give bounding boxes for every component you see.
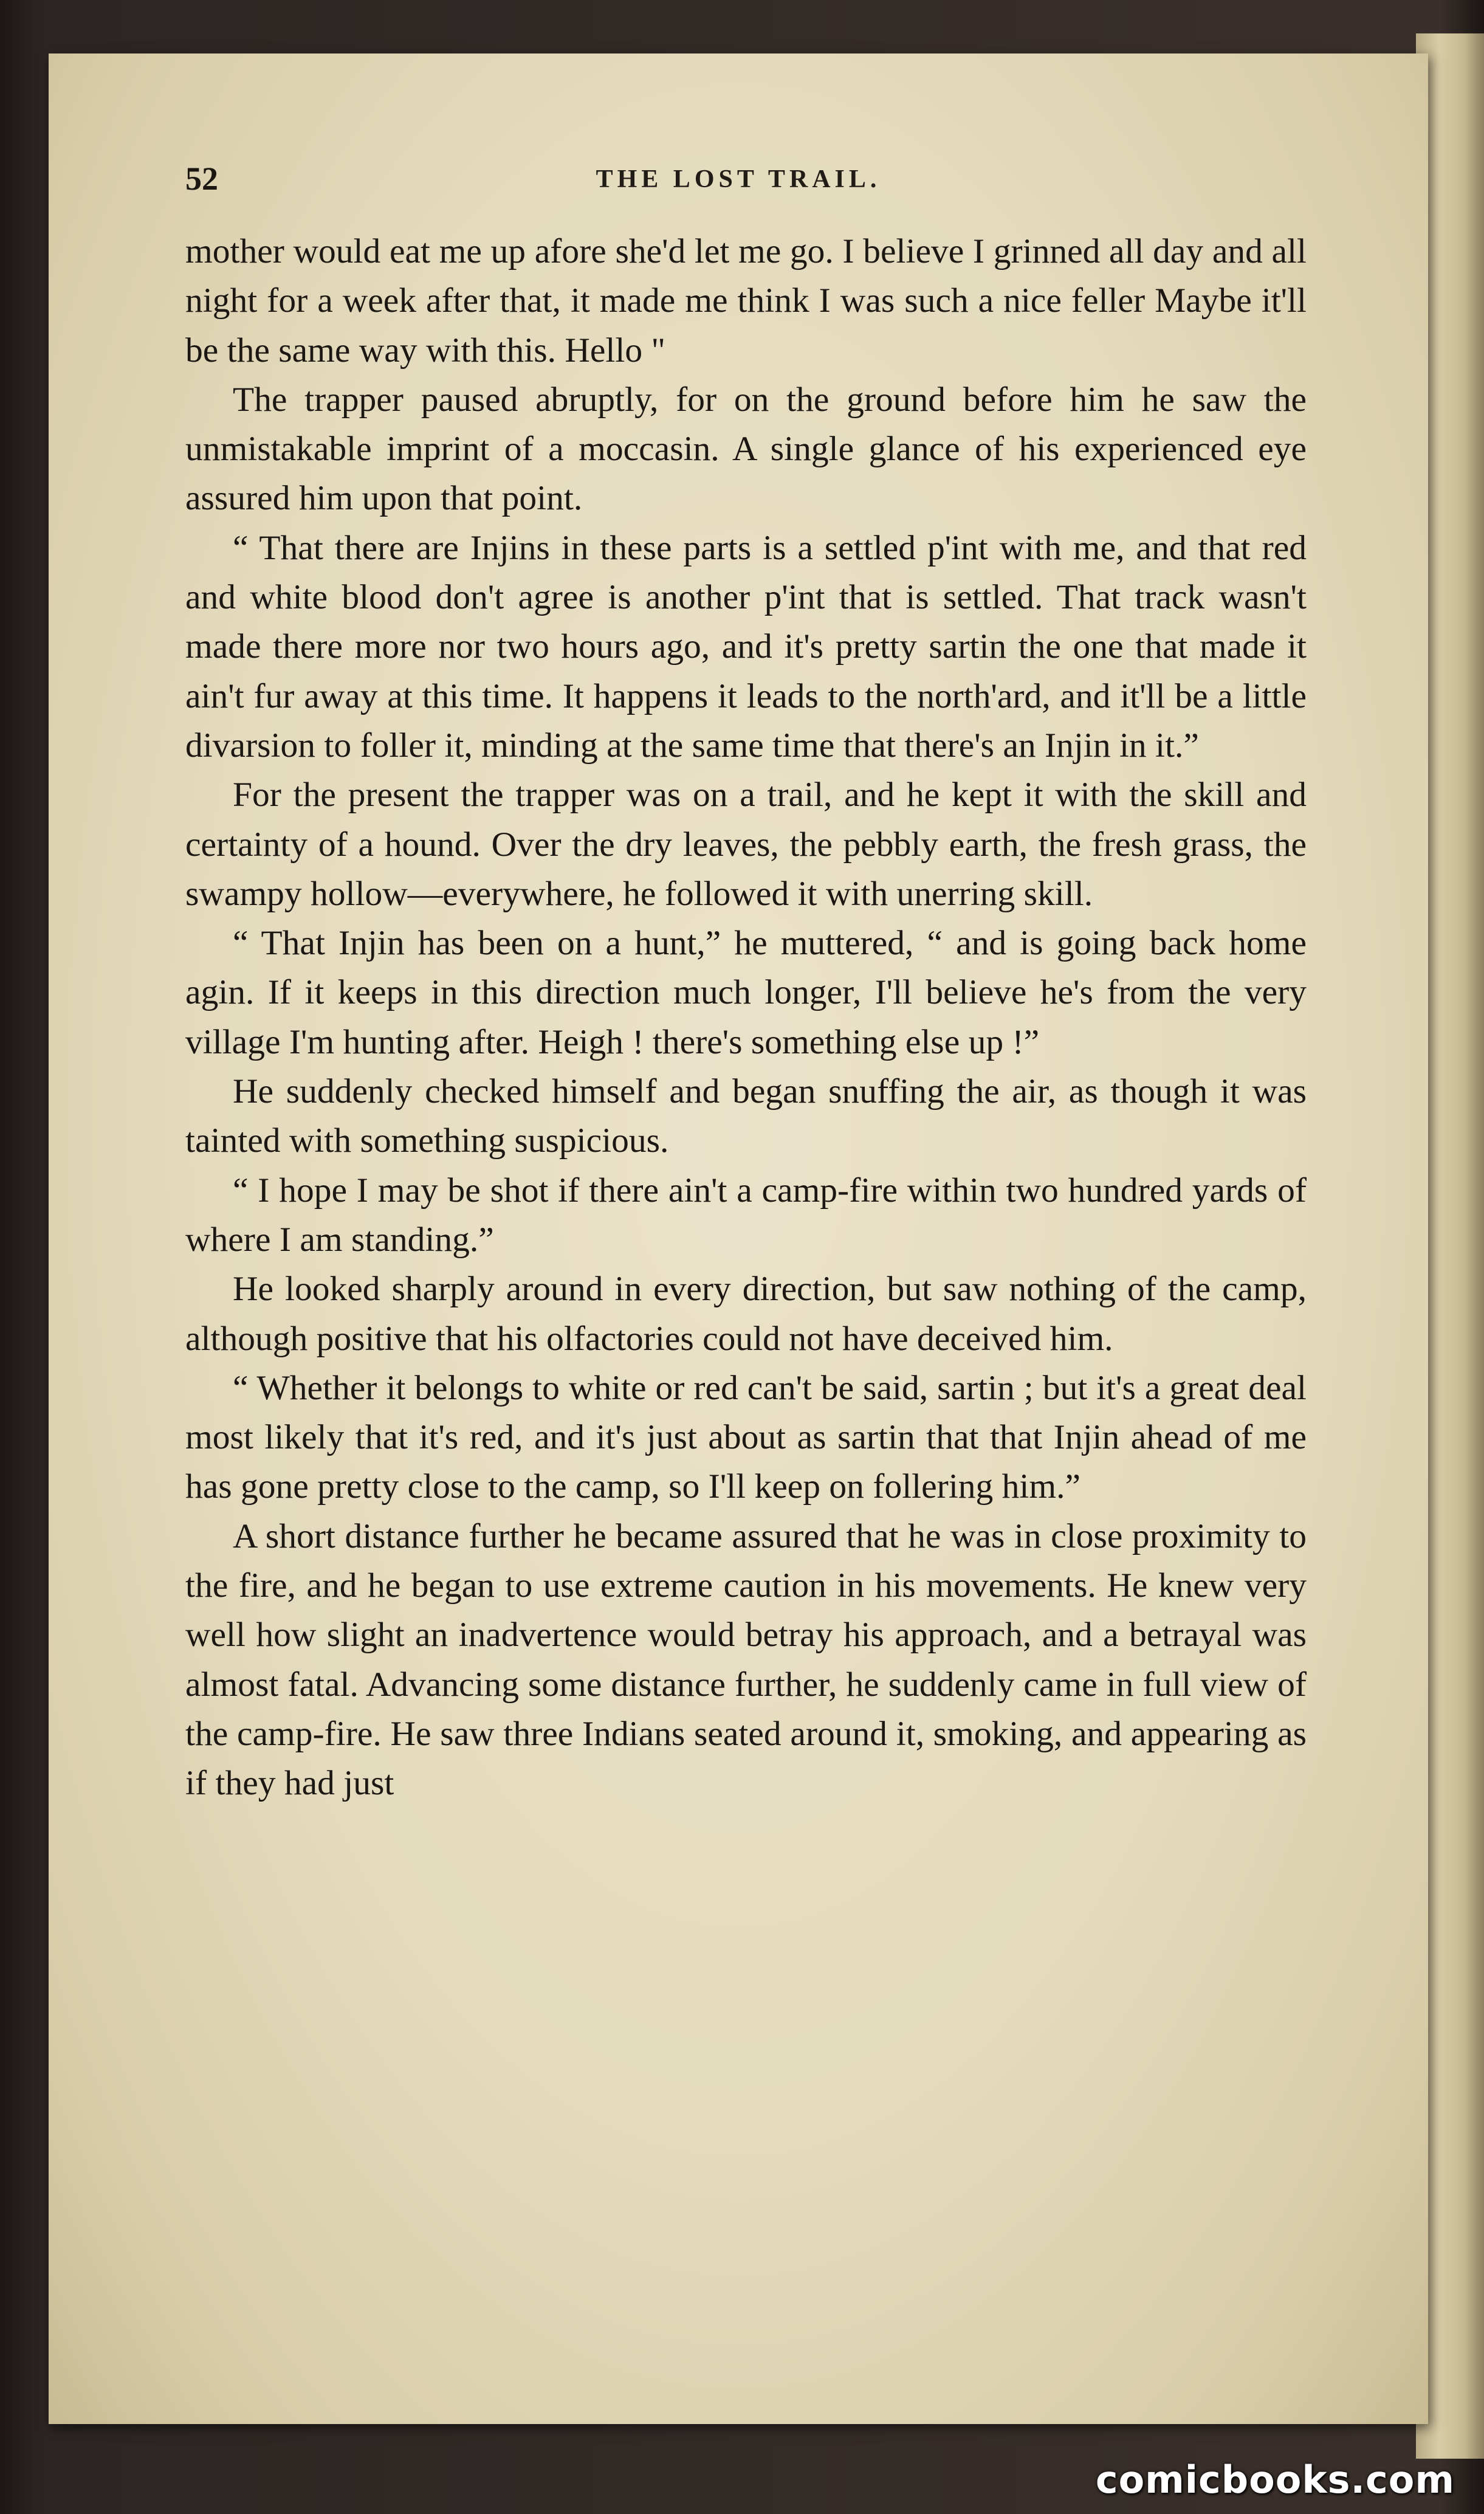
running-head (49, 160, 1428, 202)
paragraph: He looked sharply around in every direction, but saw nothing of the camp, although positive that his olfactories could not have deceived him. (185, 1270, 1307, 1358)
page-number: 52 (185, 160, 218, 197)
paragraph: The trapper paused abruptly, for on the ground before him he saw the unmistakable imprint of a moccasin. A single glance of his experienced eye assured him upon that point. (185, 380, 1307, 518)
paragraph: “ Whether it belongs to white or red can't be said, sartin ; but it's a great deal most likely that it's red, and it's just about as sartin that that Injin ahead of me has gone pretty close to the camp, so I'll keep on follering him.” (185, 1368, 1307, 1506)
paragraph: “ That Injin has been on a hunt,” he muttered, “ and is going back home agin. If it keeps in this direction much longer, I'll believe he's from the very village I'm hunting after. Heigh ! there's something else up !” (185, 924, 1307, 1061)
paragraph: He suddenly checked himself and began snuffing the air, as though it was tainted with something suspicious. (185, 1072, 1307, 1160)
body-text (185, 227, 1307, 1808)
book-page (49, 53, 1428, 2424)
running-title: THE LOST TRAIL. (596, 165, 881, 193)
paragraph: A short distance further he became assured that he was in close proximity to the fire, and he began to use extreme caution in his movements. He knew very well how slight an inadvertence would betray his approach, and a betrayal was almost fatal. Advancing some distance further, he suddenly came in full view of the camp-fire. He saw three Indians seated around it, smoking, and appearing as if they had just (185, 1517, 1307, 1803)
paragraph: “ That there are Injins in these parts is a settled p'int with me, and that red and white blood don't agree is another p'int that is settled. That track wasn't made there more nor two hours ago, and it's pretty sartin the one that made it ain't fur away at this time. It happens it leads to the north'ard, and it'll be a little divarsion to foller it, minding at the same time that there's an Injin in it.” (185, 528, 1307, 765)
paragraph: “ I hope I may be shot if there ain't a camp-fire within two hundred yards of where I am standing.” (185, 1171, 1307, 1259)
paragraph: For the present the trapper was on a trail, and he kept it with the skill and certainty of a hound. Over the dry leaves, the pebbly earth, the fresh grass, the swampy hollow—everywhere, he followed it with unerring skill. (185, 776, 1307, 913)
paragraph: mother would eat me up afore she'd let me go. I believe I grinned all day and all night for a week after that, it made me think I was such a nice feller Maybe it'll be the same way with this. Hello " (185, 232, 1307, 370)
watermark: comicbooks.com (1095, 2457, 1455, 2502)
